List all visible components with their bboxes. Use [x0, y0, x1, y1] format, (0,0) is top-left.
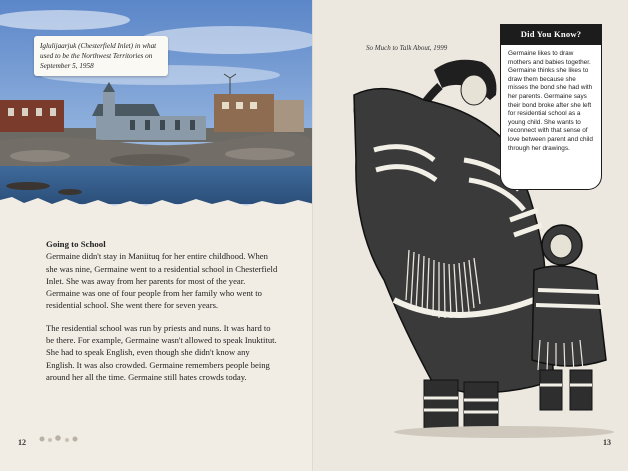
right-page — [314, 0, 628, 471]
page-number-left: 12 — [18, 438, 26, 447]
did-you-know-box — [500, 24, 602, 199]
page-number-right: 13 — [603, 438, 611, 447]
photo-caption: Iglulijaarjuk (Chesterfield Inlet) in what used to be the Northwest Territories on September 5, 1958 — [34, 36, 168, 76]
body-text — [46, 238, 278, 393]
artwork-title: So Much to Talk About, 1999 — [366, 44, 448, 52]
did-you-know-title: Did You Know? — [500, 24, 602, 45]
settlement-photo — [0, 0, 314, 215]
paragraph-1: Germaine didn't stay in Maniituq for her entire childhood. When she was nine, Germaine went to a residential school in Chesterfield Inlet. She was away from her parents for most of the year. Germaine was one of four people from her family who went to residential school. She went there for seven years. — [46, 251, 278, 311]
did-you-know-text: Germaine likes to draw mothers and babies together. Germaine thinks she likes to draw them because she misses the bond she had with her parents. Germaine says their bond broke after she left for residential school as a young child. She wants to reconnect with that sense of love between parent and child through her drawings. — [500, 45, 602, 190]
section-heading: Going to School — [46, 239, 106, 249]
paragraph-2: The residential school was run by priests and nuns. It was hard to be there. For example, Germaine wasn't allowed to speak Inuktitut. She had to speak English, even though she didn't know any English. It was also crowded. Germaine remembers people being around her all the time. Germaine still hates crowds today. — [46, 322, 277, 382]
decorative-dots — [38, 434, 82, 444]
